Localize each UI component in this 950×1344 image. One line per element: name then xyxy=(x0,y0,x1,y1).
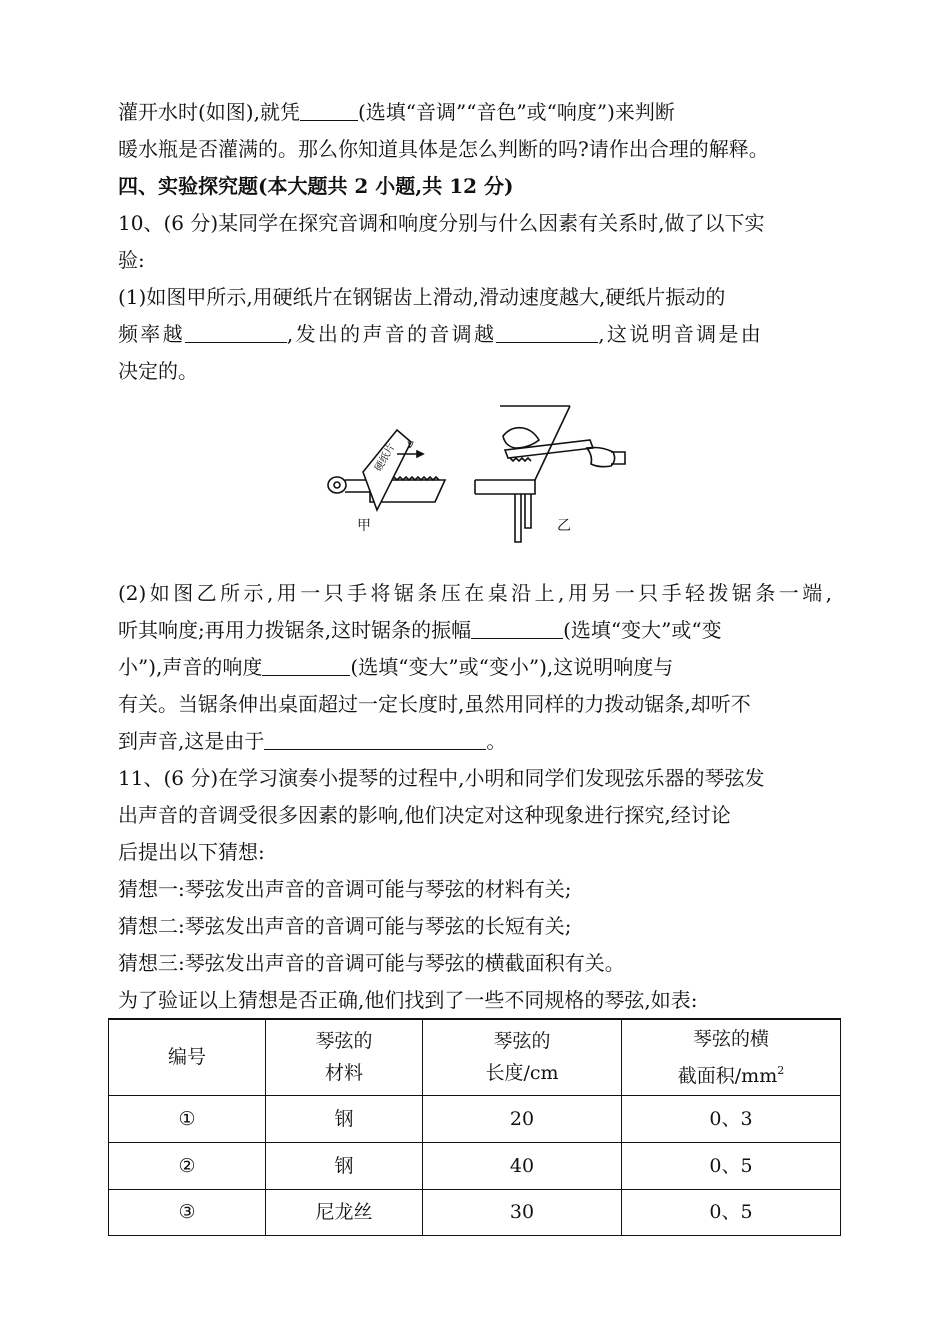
experiment-figure xyxy=(325,402,645,547)
text-span: 。 xyxy=(486,729,507,753)
text-line xyxy=(118,319,763,349)
guess-3: 猜想三:琴弦发出声音的音调可能与琴弦的横截面积有关。 xyxy=(118,951,625,975)
text-span: (选填“音调”“音色”或“响度”)来判断 xyxy=(357,100,675,124)
text-span: ,这说明音调是由 xyxy=(598,322,764,346)
section-heading: 四、实验探究题(本大题共 2 小题,共 12 分) xyxy=(118,174,514,198)
text-span: (选填“变大”或“变小”),这说明响度与 xyxy=(350,655,674,679)
answer-blank[interactable] xyxy=(496,322,598,343)
table-cell: 40 xyxy=(423,1142,622,1189)
table-cell: ③ xyxy=(109,1189,266,1235)
header-cell xyxy=(266,1019,423,1095)
answer-blank[interactable] xyxy=(262,655,350,676)
text-line: 决定的。 xyxy=(118,359,198,383)
table-cell: 0、3 xyxy=(622,1095,841,1142)
table-row xyxy=(109,1142,841,1189)
text-line: 暖水瓶是否灌满的。那么你知道具体是怎么判断的吗?请作出合理的解释。 xyxy=(118,137,769,161)
text-line xyxy=(118,652,673,682)
header-text: 琴弦的 xyxy=(493,1030,551,1053)
header-text: 编号 xyxy=(167,1046,206,1069)
table-row xyxy=(109,1095,841,1142)
answer-blank[interactable] xyxy=(300,100,358,121)
table-cell: 30 xyxy=(423,1189,622,1235)
table-cell: 0、5 xyxy=(622,1189,841,1235)
header-text xyxy=(622,1055,840,1092)
header-text: 材料 xyxy=(324,1062,363,1085)
card-label: 硬纸片 xyxy=(373,442,398,474)
table-header-row xyxy=(109,1019,841,1095)
table-cell: ② xyxy=(109,1142,266,1189)
answer-blank[interactable] xyxy=(471,618,563,639)
text-line xyxy=(118,726,506,756)
table-cell: 尼龙丝 xyxy=(266,1189,423,1235)
table-cell: 20 xyxy=(423,1095,622,1142)
text-line: 验: xyxy=(118,248,145,272)
table-cell: 0、5 xyxy=(622,1142,841,1189)
header-cell xyxy=(622,1019,841,1095)
table-cell: 钢 xyxy=(266,1095,423,1142)
header-text: 琴弦的横 xyxy=(692,1027,769,1050)
header-text-part: 截面积/mm xyxy=(677,1064,778,1087)
text-span: 小”),声音的响度 xyxy=(118,655,263,679)
figure-label-jia: 甲 xyxy=(357,518,371,534)
question-11-stem: 11、(6 分)在学习演奏小提琴的过程中,小明和同学们发现弦乐器的琴弦发 xyxy=(118,766,765,790)
figure-jia-saw xyxy=(328,430,445,510)
text-line: 有关。当锯条伸出桌面超过一定长度时,虽然用同样的力拨动锯条,却听不 xyxy=(118,692,751,716)
answer-blank[interactable] xyxy=(264,729,486,750)
answer-blank[interactable] xyxy=(185,322,287,343)
question-10-part-1: (1)如图甲所示,用硬纸片在钢锯齿上滑动,滑动速度越大,硬纸片振动的 xyxy=(118,285,726,309)
text-line: 出声音的音调受很多因素的影响,他们决定对这种现象进行探究,经讨论 xyxy=(118,803,731,827)
header-text: 琴弦的 xyxy=(315,1030,373,1053)
velocity-label: v xyxy=(407,437,414,451)
text-line: 为了验证以上猜想是否正确,他们找到了一些不同规格的琴弦,如表: xyxy=(118,988,698,1012)
table-row xyxy=(109,1189,841,1235)
table-cell: 钢 xyxy=(266,1142,423,1189)
table-cell: ① xyxy=(109,1095,266,1142)
header-text: 长度/cm xyxy=(485,1062,559,1085)
text-span: (选填“变大”或“变 xyxy=(563,618,722,642)
text-span: ,发出的声音的音调越 xyxy=(286,322,497,346)
text-line xyxy=(118,97,675,127)
question-10-stem: 10、(6 分)某同学在探究音调和响度分别与什么因素有关系时,做了以下实 xyxy=(118,211,765,235)
header-cell xyxy=(109,1019,266,1095)
text-line xyxy=(118,615,722,645)
text-span: 到声音,这是由于 xyxy=(118,729,265,753)
header-cell xyxy=(423,1019,622,1095)
figure-label-yi: 乙 xyxy=(557,518,571,534)
text-span: 频率越 xyxy=(118,322,185,346)
text-span: 听其响度;再用力拨锯条,这时锯条的振幅 xyxy=(118,618,472,642)
text-line: 后提出以下猜想: xyxy=(118,840,265,864)
text-span: 灌开水时(如图),就凭 xyxy=(118,100,300,124)
string-spec-table xyxy=(108,1018,841,1236)
guess-2: 猜想二:琴弦发出声音的音调可能与琴弦的长短有关; xyxy=(118,914,572,938)
guess-1: 猜想一:琴弦发出声音的音调可能与琴弦的材料有关; xyxy=(118,877,572,901)
question-10-part-2: (2)如图乙所示,用一只手将锯条压在桌沿上,用另一只手轻拨锯条一端, xyxy=(118,581,832,605)
figure-yi-table xyxy=(475,406,625,542)
superscript: 2 xyxy=(777,1063,785,1077)
